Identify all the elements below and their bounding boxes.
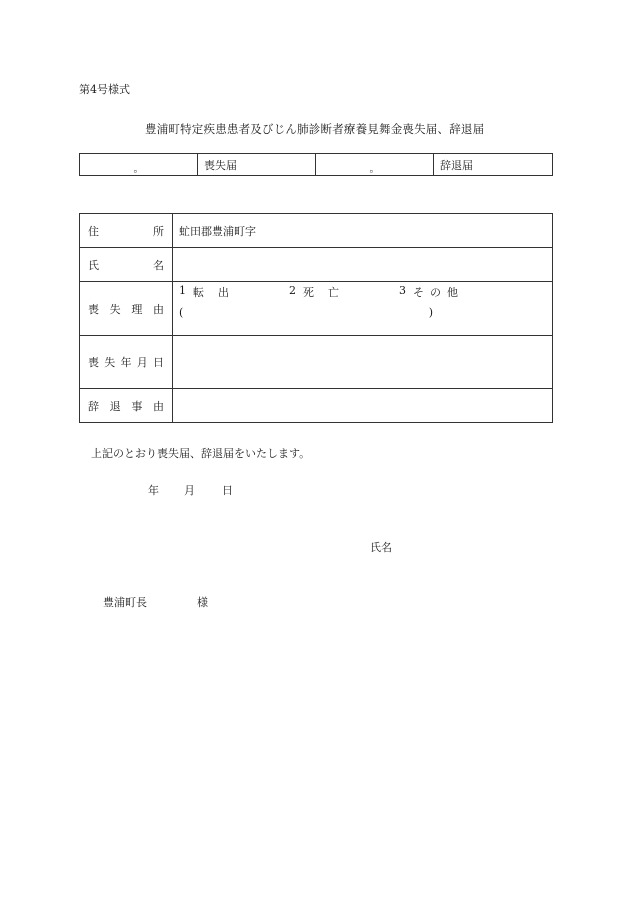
month-label: 月: [184, 484, 195, 497]
reason-1-number: 1: [179, 284, 186, 297]
reason-field[interactable]: [173, 282, 553, 336]
decline-marker: 。: [369, 164, 380, 175]
name-label: 氏名: [80, 248, 173, 282]
year-label: 年: [148, 484, 159, 497]
option-decline: 辞退届: [434, 154, 553, 176]
reason-3-number: 3: [399, 284, 406, 297]
form-number: 第4号様式: [79, 83, 130, 96]
name-field[interactable]: [173, 248, 553, 282]
addressee-honorific: 様: [197, 596, 208, 609]
decline-reason-field[interactable]: [173, 389, 553, 423]
loss-date-field[interactable]: [173, 336, 553, 389]
selection-table: [79, 153, 553, 176]
reason-2-number: 2: [289, 284, 296, 297]
loss-date-label: 喪失年月日: [80, 336, 173, 389]
address-field[interactable]: 虻田郡豊浦町字: [173, 214, 553, 248]
loss-checkbox-cell[interactable]: [80, 154, 198, 176]
day-label: 日: [222, 484, 233, 497]
addressee-title: 豊浦町長: [103, 596, 147, 609]
loss-marker: 。: [133, 164, 144, 175]
decline-checkbox-cell[interactable]: [316, 154, 434, 176]
declaration-text: 上記のとおり喪失届、辞退届をいたします。: [91, 447, 311, 460]
address-label: 住所: [80, 214, 173, 248]
paren-open: (: [179, 306, 184, 319]
reason-label: 喪失理由: [80, 282, 173, 336]
applicant-name-label: 氏名: [370, 541, 392, 554]
option-loss: 喪失届: [198, 154, 316, 176]
decline-reason-label: 辞退事由: [80, 389, 173, 423]
reason-2-text: 死亡: [303, 286, 353, 299]
reason-3-text: その他: [413, 286, 464, 299]
info-table: [79, 213, 553, 423]
paren-close: ): [428, 306, 433, 319]
document-title: 豊浦町特定疾患患者及びじん肺診断者療養見舞金喪失届、辞退届: [145, 122, 485, 136]
date-line: [148, 482, 233, 498]
reason-1-text: 転出: [193, 286, 243, 299]
